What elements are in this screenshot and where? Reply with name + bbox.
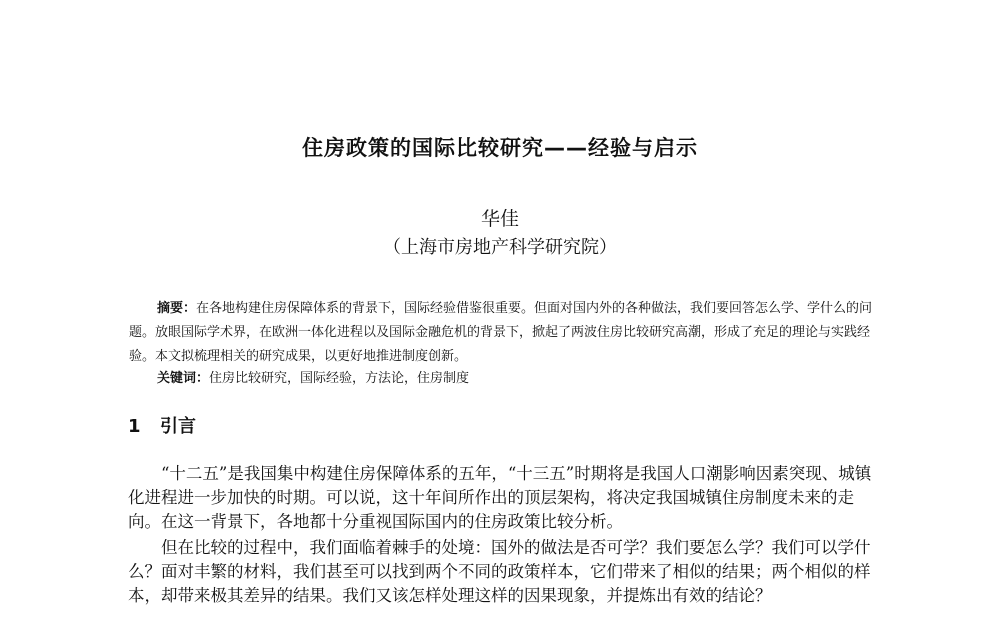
keywords-text: 住房比较研究，国际经验，方法论，住房制度: [209, 371, 470, 386]
abstract-label: 摘要：: [157, 301, 197, 316]
abstract: [129, 297, 877, 369]
keywords: [157, 367, 877, 391]
section-title: 引言: [160, 416, 196, 437]
body-paragraph: 但在比较的过程中，我们面临着棘手的处境：国外的做法是否可学？我们要怎么学？我们可以学什么？面对丰繁的材料，我们甚至可以找到两个不同的政策样本，它们带来了相似的结果；两个相似的样本，却带来极其差异的结果。我们又该怎样处理这样的因果现象，并提炼出有效的结论？: [128, 538, 871, 605]
section-heading: [128, 412, 196, 438]
abstract-text: 在各地构建住房保障体系的背景下，国际经验借鉴很重要。但面对国内外的各种做法，我们要回答怎么学、学什么的问题。放眼国际学术界，在欧洲一体化进程以及国际金融危机的背景下，掀起了两波住房比较研究高潮，形成了充足的理论与实践经验。本文拟梳理相关的研究成果，以更好地推进制度创新。: [129, 301, 873, 364]
keywords-label: 关键词：: [157, 371, 210, 386]
paper-title: 住房政策的国际比较研究——经验与启示: [302, 136, 698, 160]
body-paragraph: “十二五”是我国集中构建住房保障体系的五年，“十三五”时期将是我国人口潮影响因素突现、城镇化进程进一步加快的时期。可以说，这十年间所作出的顶层架构，将决定我国城镇住房制度未来的走向。在这一背景下，各地都十分重视国际国内的住房政策比较分析。: [128, 464, 872, 531]
author-affiliation: （上海市房地产科学研究院）: [383, 237, 617, 258]
section-number: 1: [128, 416, 141, 437]
author-name: 华佳: [480, 208, 519, 230]
body-text: [128, 462, 876, 608]
